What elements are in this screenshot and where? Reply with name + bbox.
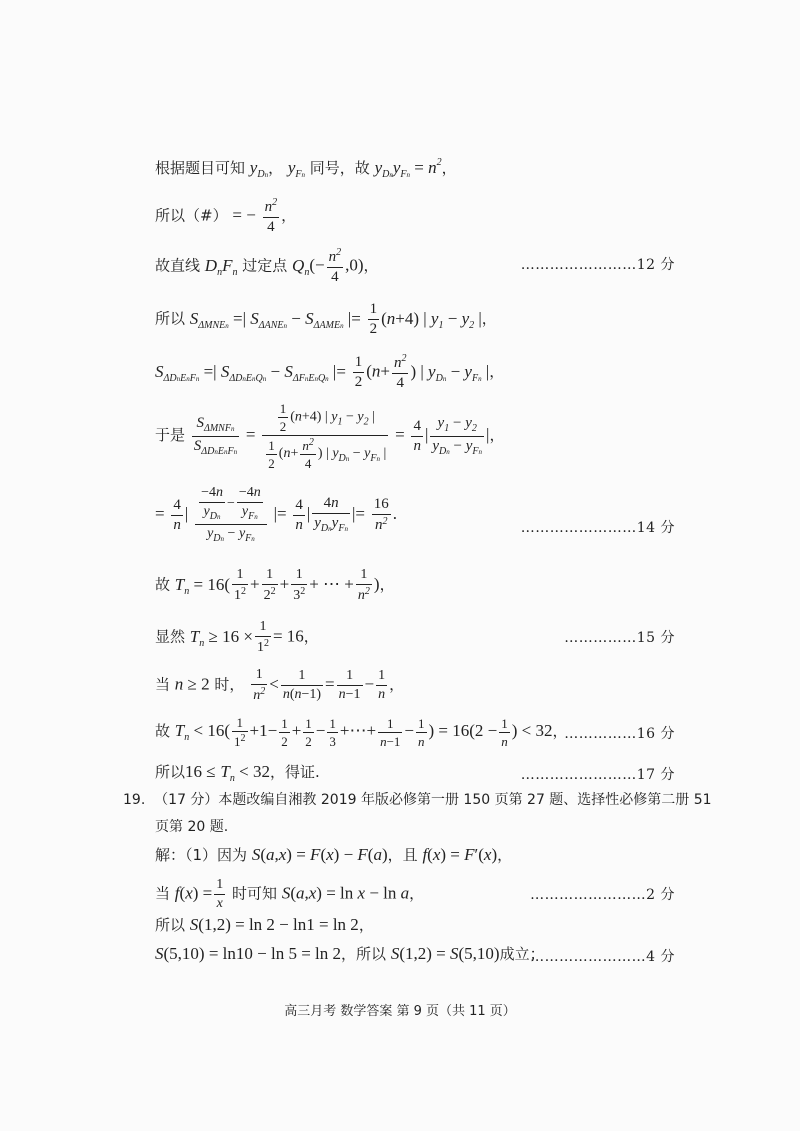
line-6: 于是 $\frac{S_{\Delta MNFn}}{S_{\Delta DnEnFn}}$ = $\frac{1}{2}$ (n+4) | $y_1 - y_2$ | $\frac{1}{2}$ (n+ $\frac{n^2}{4}$ ) | $y_{Dn} - y_{Fn}$ | = $\frac{4}{n}$ | $\frac{y_1 - y_2}{y_{Dn} - y_{Fn}}$ |， (155, 401, 505, 471)
line-3: 故直线 $D_nF_n$ 过定点 $Q_n(-$ $\frac{n^2}{4}$ ,0)， (155, 247, 379, 285)
line-15: 所以 S(1,2) = ln 2 − ln1 = ln 2， (155, 915, 374, 934)
text-fragment: 故直线 (155, 256, 201, 275)
score-2: ……………………2 分 (530, 887, 675, 903)
line-10: 当 n ≥ 2 时， $\frac{1}{n^2}$ < $\frac{1}{n(n-1)}$ = $\frac{1}{n-1}$ − $\frac{1}{n}$ ， (155, 667, 405, 703)
text-fragment: 故 (155, 722, 171, 740)
text-fragment: 于是 (155, 426, 186, 444)
text-fragment: 时， (214, 675, 245, 694)
score-16: ……………16 分 (564, 726, 675, 742)
text-fragment: 所以（#） (155, 206, 228, 225)
line-7: = $\frac{4}{n}$ | $\frac{-4n}{y_{Dn}}$ − $\frac{-4n}{y_{Fn}}$ $y_{Dn} - y_{Fn}$ |= $\frac{4}{n}$ | $\frac{4n}{y_{Dn}y_{Fn}}$ |= $\frac{16}{n^2}$ . (155, 485, 397, 544)
text-fragment: 同号，故 (309, 159, 370, 177)
line-9: 显然 $T_n \ge 16$ × $\frac{1}{1^2}$ = 16， (155, 619, 319, 655)
page-footer: 高三月考 数学答案 第 9 页（共 11 页） (284, 1004, 516, 1019)
score-12: ……………………12 分 (520, 257, 675, 273)
text-fragment: 过定点 (242, 256, 288, 275)
text-fragment: 当 (155, 675, 171, 694)
text-fragment: 故 (155, 575, 171, 594)
line-2: 所以（#） = − $\frac{n^2}{4}$ ， (155, 197, 297, 235)
score-4: ……………………4 分 (530, 949, 675, 965)
question-number: 19. (123, 792, 146, 808)
line-14: 当 f(x) = $\frac{1}{x}$ 时可知 S(a,x) = ln x − ln a， (155, 877, 425, 911)
score-15: ……………15 分 (564, 630, 675, 646)
text-fragment: ，所以 (341, 945, 387, 963)
line-12: 所以$16 \le T_n < 32$，得证. (155, 762, 320, 784)
text-fragment: 所以 (155, 309, 186, 328)
text-fragment: 所以 (155, 763, 186, 781)
question-text: （17 分）本题改编自湘教 2019 年版必修第一册 150 页第 27 题、选择性必修第二册 51 (154, 792, 712, 808)
text-fragment: 成立； (499, 945, 545, 963)
line-8: 故 $T_n = 16$( $\frac{1}{1^2}$ + $\frac{1}{2^2}$ + $\frac{1}{3^2}$ + ⋯ + $\frac{1}{n^2}$ )， (155, 567, 395, 603)
text-fragment: ，且 (387, 846, 418, 864)
question-19-line-2: 页第 20 题. (155, 819, 229, 835)
text-fragment: 根据题目可知 (155, 159, 246, 177)
question-19-line-1 (123, 793, 712, 807)
line-4: 所以 $S_{\Delta MNEn}$ =| $S_{\Delta ANEn} - S_{\Delta AMEn}$ |= $\frac{1}{2}$ (n+4) | $y_1 - y_2$ |， (155, 301, 497, 337)
text-fragment: 当 (155, 884, 171, 903)
line-1: 根据题目可知 $y_{Dn}$， $y_{Fn}$ 同号，故 $y_{Dn}y_{Fn} = n^2$， (155, 157, 457, 180)
line-16: S(5,10) = ln10 − ln 5 = ln 2，所以 S(1,2) = S(5,10)成立； (155, 944, 545, 963)
text-fragment: ，得证. (269, 763, 320, 781)
line-5: $S_{\Delta DnEnFn}$ =| $S_{\Delta DnEnQn} - S_{\Delta FnEnQn}$ |= $\frac{1}{2}$ (n+ $\frac{n^2}{4}$ ) | $y_{Dn} - y_{Fn}$ |， (155, 353, 505, 391)
text-fragment: 所以 (155, 916, 186, 934)
text-fragment: 显然 (155, 627, 186, 646)
score-14: ……………………14 分 (520, 520, 675, 536)
line-11: 故 $T_n < 16$( $\frac{1}{1^2}$ +1− $\frac{1}{2}$ + $\frac{1}{2}$ − $\frac{1}{3}$ +⋯+ $\frac{1}{n-1}$ − $\frac{1}{n}$ ) = 16(2 − $\frac{1}{n}$ ) < 32， (155, 715, 568, 749)
text-fragment: 时可知 (232, 884, 278, 903)
score-17: ……………………17 分 (520, 767, 675, 783)
text-fragment: 解：（1）因为 (155, 846, 248, 864)
line-13: 解：（1）因为 S(a,x) = F(x) − F(a)，且 f(x) = F′(x)， (155, 845, 513, 864)
